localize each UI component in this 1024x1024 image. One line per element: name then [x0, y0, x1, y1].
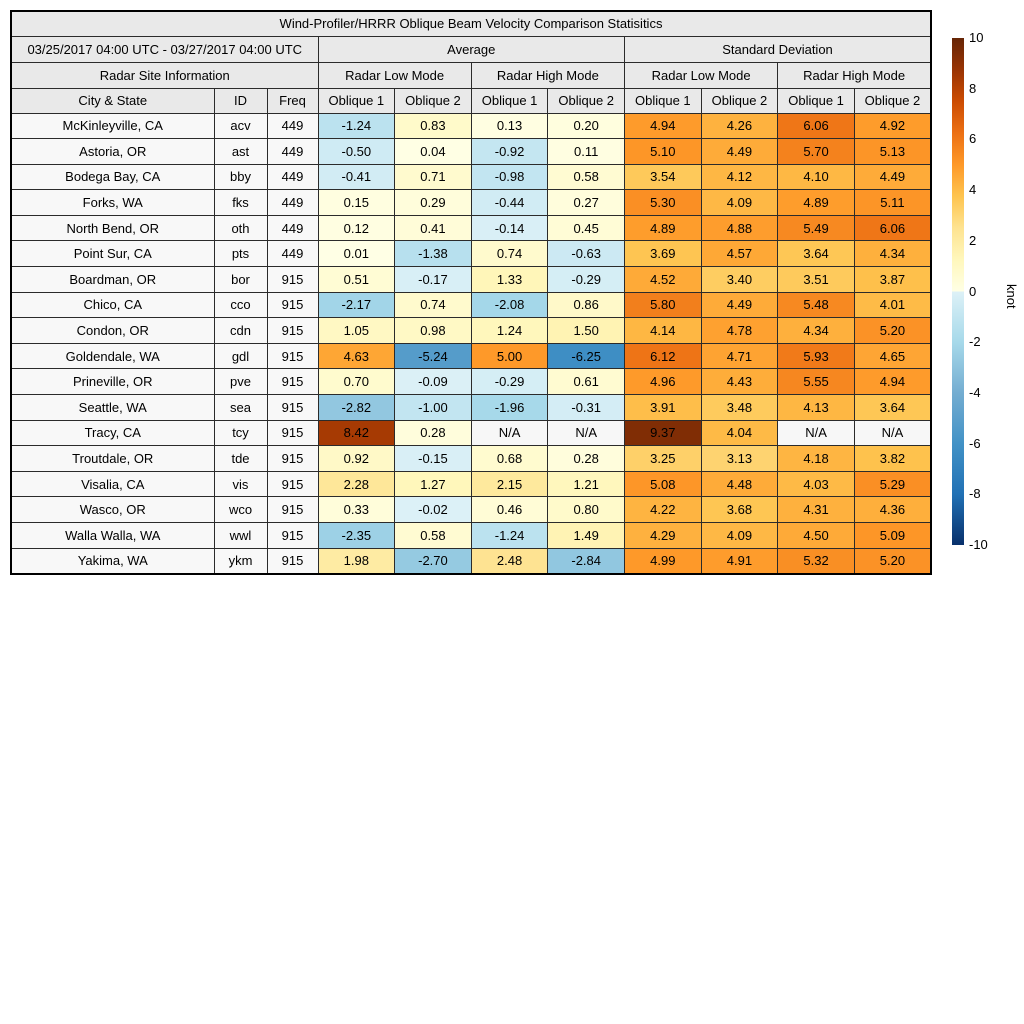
freq-cell: 915	[267, 497, 318, 523]
value-cell: -2.35	[318, 523, 395, 549]
value-cell: 3.25	[625, 446, 702, 472]
value-cell: 4.65	[854, 343, 931, 369]
city-cell: Goldendale, WA	[11, 343, 214, 369]
table-row	[11, 318, 931, 344]
table-title: Wind-Profiler/HRRR Oblique Beam Velocity Comparison Statisitics	[11, 11, 931, 36]
city-cell: Troutdale, OR	[11, 446, 214, 472]
value-cell: -0.15	[395, 446, 472, 472]
value-cell: 5.10	[625, 139, 702, 165]
col-header-oblique1: Oblique 1	[778, 88, 855, 113]
col-header-oblique2: Oblique 2	[854, 88, 931, 113]
value-cell: 4.71	[701, 343, 778, 369]
col-header-oblique1: Oblique 1	[318, 88, 395, 113]
id-cell: cdn	[214, 318, 267, 344]
value-cell: -2.17	[318, 292, 395, 318]
value-cell: 0.11	[548, 139, 625, 165]
table-row	[11, 497, 931, 523]
value-cell: 4.34	[854, 241, 931, 267]
city-cell: Prineville, OR	[11, 369, 214, 395]
value-cell: 0.74	[471, 241, 548, 267]
value-cell: 0.70	[318, 369, 395, 395]
value-cell: -0.17	[395, 267, 472, 293]
value-cell: 4.94	[854, 369, 931, 395]
value-cell: 1.27	[395, 471, 472, 497]
value-cell: 4.43	[701, 369, 778, 395]
value-cell: -1.38	[395, 241, 472, 267]
value-cell: 5.48	[778, 292, 855, 318]
value-cell: 4.31	[778, 497, 855, 523]
id-cell: gdl	[214, 343, 267, 369]
value-cell: 3.54	[625, 164, 702, 190]
value-cell: 6.06	[854, 215, 931, 241]
value-cell: 4.49	[701, 292, 778, 318]
id-cell: ast	[214, 139, 267, 165]
value-cell: 4.22	[625, 497, 702, 523]
colorbar-tick-label: -8	[969, 486, 981, 502]
value-cell: -0.44	[471, 190, 548, 216]
city-cell: Condon, OR	[11, 318, 214, 344]
col-header-freq: Freq	[267, 88, 318, 113]
value-cell: -0.14	[471, 215, 548, 241]
value-cell: 9.37	[625, 420, 702, 446]
value-cell: 5.55	[778, 369, 855, 395]
value-cell: 4.52	[625, 267, 702, 293]
value-cell: 0.01	[318, 241, 395, 267]
value-cell: -1.96	[471, 395, 548, 421]
value-cell: 5.29	[854, 471, 931, 497]
value-cell: 4.50	[778, 523, 855, 549]
freq-cell: 915	[267, 523, 318, 549]
id-cell: acv	[214, 113, 267, 139]
freq-cell: 449	[267, 113, 318, 139]
value-cell: 1.24	[471, 318, 548, 344]
value-cell: 4.89	[625, 215, 702, 241]
value-cell: 5.13	[854, 139, 931, 165]
value-cell: 6.06	[778, 113, 855, 139]
value-cell: -0.41	[318, 164, 395, 190]
value-cell: -5.24	[395, 343, 472, 369]
value-cell: -0.92	[471, 139, 548, 165]
value-cell: 3.68	[701, 497, 778, 523]
table-row	[11, 113, 931, 139]
value-cell: 0.04	[395, 139, 472, 165]
value-cell: 4.78	[701, 318, 778, 344]
col-header-oblique1: Oblique 1	[625, 88, 702, 113]
freq-cell: 449	[267, 190, 318, 216]
value-cell: 0.45	[548, 215, 625, 241]
value-cell: N/A	[854, 420, 931, 446]
value-cell: 8.42	[318, 420, 395, 446]
value-cell: 0.41	[395, 215, 472, 241]
freq-cell: 449	[267, 164, 318, 190]
table-row	[11, 548, 931, 574]
value-cell: 5.30	[625, 190, 702, 216]
city-cell: Chico, CA	[11, 292, 214, 318]
value-cell: 0.86	[548, 292, 625, 318]
value-cell: 0.27	[548, 190, 625, 216]
freq-cell: 915	[267, 471, 318, 497]
value-cell: 3.48	[701, 395, 778, 421]
value-cell: 5.00	[471, 343, 548, 369]
value-cell: 2.48	[471, 548, 548, 574]
id-cell: bor	[214, 267, 267, 293]
value-cell: -0.02	[395, 497, 472, 523]
freq-cell: 915	[267, 369, 318, 395]
colorbar-tick-label: 6	[969, 131, 977, 147]
freq-cell: 915	[267, 343, 318, 369]
value-cell: 5.32	[778, 548, 855, 574]
value-cell: 4.09	[701, 523, 778, 549]
value-cell: 5.09	[854, 523, 931, 549]
colorbar-tick-label: 0	[969, 283, 977, 299]
value-cell: 4.18	[778, 446, 855, 472]
value-cell: 3.64	[778, 241, 855, 267]
value-cell: -1.24	[318, 113, 395, 139]
value-cell: 0.12	[318, 215, 395, 241]
city-cell: McKinleyville, CA	[11, 113, 214, 139]
value-cell: 4.29	[625, 523, 702, 549]
value-cell: 0.74	[395, 292, 472, 318]
value-cell: 2.15	[471, 471, 548, 497]
table-body	[11, 113, 931, 574]
value-cell: -0.09	[395, 369, 472, 395]
table-row	[11, 523, 931, 549]
value-cell: 3.51	[778, 267, 855, 293]
value-cell: 5.08	[625, 471, 702, 497]
col-header-oblique2: Oblique 2	[701, 88, 778, 113]
id-cell: bby	[214, 164, 267, 190]
value-cell: 1.98	[318, 548, 395, 574]
value-cell: 2.28	[318, 471, 395, 497]
table-row	[11, 446, 931, 472]
date-range: 03/25/2017 04:00 UTC - 03/27/2017 04:00 UTC	[11, 36, 318, 62]
value-cell: -0.50	[318, 139, 395, 165]
value-cell: 0.61	[548, 369, 625, 395]
value-cell: 5.20	[854, 318, 931, 344]
value-cell: 5.70	[778, 139, 855, 165]
id-cell: wwl	[214, 523, 267, 549]
id-cell: ykm	[214, 548, 267, 574]
table-row	[11, 139, 931, 165]
table-row	[11, 343, 931, 369]
value-cell: 4.88	[701, 215, 778, 241]
freq-cell: 915	[267, 420, 318, 446]
city-cell: Astoria, OR	[11, 139, 214, 165]
id-cell: tcy	[214, 420, 267, 446]
value-cell: -0.63	[548, 241, 625, 267]
value-cell: 1.33	[471, 267, 548, 293]
value-cell: 5.80	[625, 292, 702, 318]
city-cell: Bodega Bay, CA	[11, 164, 214, 190]
value-cell: -1.24	[471, 523, 548, 549]
value-cell: 1.05	[318, 318, 395, 344]
value-cell: 5.93	[778, 343, 855, 369]
freq-cell: 449	[267, 241, 318, 267]
city-cell: Boardman, OR	[11, 267, 214, 293]
value-cell: 4.13	[778, 395, 855, 421]
colorbar-tick-label: -6	[969, 435, 981, 451]
table-row	[11, 292, 931, 318]
value-cell: 0.80	[548, 497, 625, 523]
value-cell: N/A	[548, 420, 625, 446]
value-cell: 4.03	[778, 471, 855, 497]
id-cell: fks	[214, 190, 267, 216]
value-cell: -0.29	[548, 267, 625, 293]
value-cell: 0.28	[548, 446, 625, 472]
id-cell: wco	[214, 497, 267, 523]
mode-header-avg-high: Radar High Mode	[471, 62, 624, 88]
table-row	[11, 267, 931, 293]
city-cell: Seattle, WA	[11, 395, 214, 421]
value-cell: N/A	[778, 420, 855, 446]
value-cell: 3.91	[625, 395, 702, 421]
value-cell: 4.48	[701, 471, 778, 497]
value-cell: 3.69	[625, 241, 702, 267]
value-cell: 0.46	[471, 497, 548, 523]
city-cell: Visalia, CA	[11, 471, 214, 497]
table-row	[11, 420, 931, 446]
group-header-average: Average	[318, 36, 625, 62]
table-row	[11, 471, 931, 497]
table-row	[11, 395, 931, 421]
value-cell: 4.92	[854, 113, 931, 139]
value-cell: 4.09	[701, 190, 778, 216]
value-cell: 3.64	[854, 395, 931, 421]
site-info-header: Radar Site Information	[11, 62, 318, 88]
value-cell: -2.82	[318, 395, 395, 421]
freq-cell: 915	[267, 292, 318, 318]
colorbar-tick-label: -2	[969, 334, 981, 350]
mode-header-sd-low: Radar Low Mode	[625, 62, 778, 88]
value-cell: 0.83	[395, 113, 472, 139]
value-cell: N/A	[471, 420, 548, 446]
value-cell: -1.00	[395, 395, 472, 421]
value-cell: 0.51	[318, 267, 395, 293]
id-cell: vis	[214, 471, 267, 497]
table-row	[11, 190, 931, 216]
value-cell: 3.13	[701, 446, 778, 472]
value-cell: 4.89	[778, 190, 855, 216]
col-header-oblique2: Oblique 2	[395, 88, 472, 113]
value-cell: 4.01	[854, 292, 931, 318]
table-row	[11, 215, 931, 241]
id-cell: tde	[214, 446, 267, 472]
value-cell: 4.57	[701, 241, 778, 267]
freq-cell: 915	[267, 395, 318, 421]
value-cell: 1.21	[548, 471, 625, 497]
value-cell: 0.20	[548, 113, 625, 139]
value-cell: 0.28	[395, 420, 472, 446]
colorbar-unit-label: knot	[1004, 284, 1019, 309]
value-cell: -2.08	[471, 292, 548, 318]
colorbar-tick-label: 10	[969, 30, 984, 45]
value-cell: -0.98	[471, 164, 548, 190]
value-cell: 1.49	[548, 523, 625, 549]
freq-cell: 915	[267, 446, 318, 472]
freq-cell: 449	[267, 139, 318, 165]
value-cell: -0.29	[471, 369, 548, 395]
group-header-stddev: Standard Deviation	[625, 36, 932, 62]
colorbar-tick-label: -4	[969, 384, 981, 400]
value-cell: 3.40	[701, 267, 778, 293]
city-cell: Wasco, OR	[11, 497, 214, 523]
value-cell: 0.58	[395, 523, 472, 549]
value-cell: -2.84	[548, 548, 625, 574]
city-cell: North Bend, OR	[11, 215, 214, 241]
id-cell: cco	[214, 292, 267, 318]
value-cell: 1.50	[548, 318, 625, 344]
value-cell: 4.36	[854, 497, 931, 523]
freq-cell: 915	[267, 548, 318, 574]
value-cell: 5.49	[778, 215, 855, 241]
freq-cell: 449	[267, 215, 318, 241]
value-cell: 0.33	[318, 497, 395, 523]
value-cell: 4.49	[701, 139, 778, 165]
city-cell: Point Sur, CA	[11, 241, 214, 267]
value-cell: 0.68	[471, 446, 548, 472]
value-cell: 4.96	[625, 369, 702, 395]
id-cell: oth	[214, 215, 267, 241]
col-header-oblique2: Oblique 2	[548, 88, 625, 113]
table-row	[11, 369, 931, 395]
value-cell: 0.58	[548, 164, 625, 190]
value-cell: -6.25	[548, 343, 625, 369]
value-cell: 0.15	[318, 190, 395, 216]
value-cell: 3.82	[854, 446, 931, 472]
stats-table	[10, 10, 932, 575]
value-cell: 6.12	[625, 343, 702, 369]
value-cell: 5.20	[854, 548, 931, 574]
value-cell: 4.34	[778, 318, 855, 344]
value-cell: 4.26	[701, 113, 778, 139]
value-cell: 4.91	[701, 548, 778, 574]
value-cell: 0.71	[395, 164, 472, 190]
id-cell: sea	[214, 395, 267, 421]
colorbar-tick-label: 4	[969, 182, 977, 198]
table-row	[11, 164, 931, 190]
colorbar-tick-label: 2	[969, 232, 977, 248]
value-cell: 0.13	[471, 113, 548, 139]
freq-cell: 915	[267, 267, 318, 293]
table-row	[11, 241, 931, 267]
city-cell: Yakima, WA	[11, 548, 214, 574]
value-cell: -0.31	[548, 395, 625, 421]
value-cell: 4.12	[701, 164, 778, 190]
col-header-oblique1: Oblique 1	[471, 88, 548, 113]
city-cell: Walla Walla, WA	[11, 523, 214, 549]
value-cell: 4.99	[625, 548, 702, 574]
value-cell: 0.92	[318, 446, 395, 472]
value-cell: 4.10	[778, 164, 855, 190]
col-header-city: City & State	[11, 88, 214, 113]
city-cell: Forks, WA	[11, 190, 214, 216]
colorbar-tick-label: 8	[969, 80, 977, 96]
col-header-id: ID	[214, 88, 267, 113]
value-cell: 4.04	[701, 420, 778, 446]
value-cell: 4.94	[625, 113, 702, 139]
freq-cell: 915	[267, 318, 318, 344]
value-cell: 0.98	[395, 318, 472, 344]
value-cell: 5.11	[854, 190, 931, 216]
mode-header-sd-high: Radar High Mode	[778, 62, 931, 88]
colorbar-tick-label: -10	[969, 537, 988, 552]
value-cell: 4.49	[854, 164, 931, 190]
value-cell: 0.29	[395, 190, 472, 216]
id-cell: pts	[214, 241, 267, 267]
mode-header-avg-low: Radar Low Mode	[318, 62, 471, 88]
id-cell: pve	[214, 369, 267, 395]
value-cell: 3.87	[854, 267, 931, 293]
value-cell: 4.14	[625, 318, 702, 344]
value-cell: -2.70	[395, 548, 472, 574]
city-cell: Tracy, CA	[11, 420, 214, 446]
value-cell: 4.63	[318, 343, 395, 369]
